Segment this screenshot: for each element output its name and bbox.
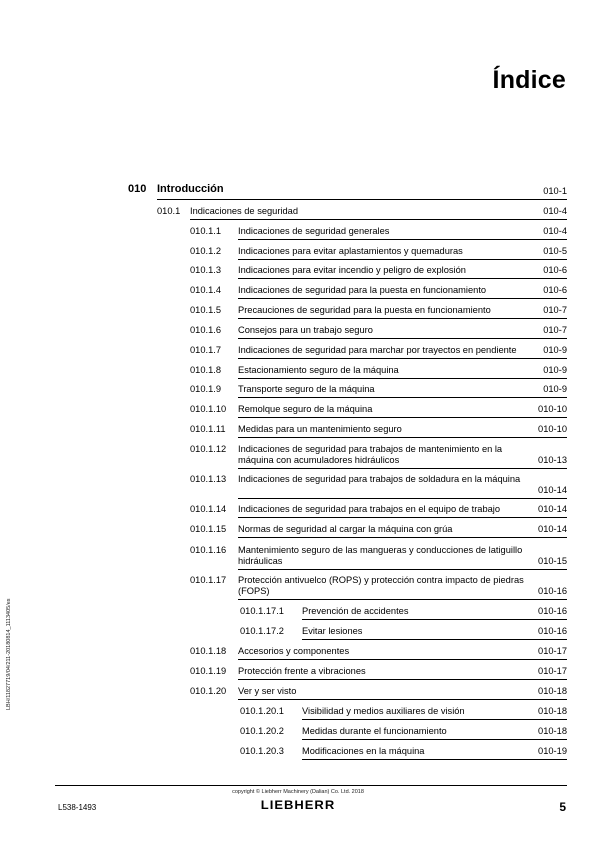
toc-entry[interactable] xyxy=(190,404,567,415)
toc-entry-page: 010-15 xyxy=(538,556,567,566)
toc-entry-page: 010-1 xyxy=(543,186,567,196)
toc-entry-title: Indicaciones de seguridad para marchar por trayectos en pendiente xyxy=(238,345,517,355)
toc-entry[interactable] xyxy=(240,746,567,757)
toc-entry[interactable] xyxy=(190,246,567,257)
toc-entry-number: 010.1.8 xyxy=(190,365,222,375)
toc-entry-number: 010.1.15 xyxy=(190,524,227,534)
toc-entry[interactable] xyxy=(190,365,567,376)
toc-entry-title: Visibilidad y medios auxiliares de visión xyxy=(302,706,465,716)
toc-entry-rule xyxy=(238,318,567,319)
toc-entry[interactable] xyxy=(240,626,567,637)
toc-entry-title: Evitar lesiones xyxy=(302,626,363,636)
toc-entry-page: 010-5 xyxy=(543,246,567,256)
toc-entry-page: 010-9 xyxy=(543,365,567,375)
toc-entry-rule xyxy=(302,719,567,720)
toc-entry-page: 010-16 xyxy=(538,626,567,636)
toc-entry-page: 010-9 xyxy=(543,384,567,394)
toc-entry-rule xyxy=(238,537,567,538)
toc-entry-rule xyxy=(238,517,567,518)
toc-entry[interactable] xyxy=(190,646,567,657)
toc-entry-title: Indicaciones de seguridad generales xyxy=(238,226,390,236)
toc-entry[interactable] xyxy=(157,206,567,217)
toc-entry-rule xyxy=(157,199,567,200)
toc-entry[interactable] xyxy=(190,524,567,535)
toc-entry-rule xyxy=(238,437,567,438)
toc-entry[interactable] xyxy=(190,345,567,356)
toc-entry-page: 010-14 xyxy=(538,504,567,514)
toc-entry-rule xyxy=(302,739,567,740)
toc-entry-rule xyxy=(238,659,567,660)
toc-entry[interactable] xyxy=(190,226,567,237)
toc-entry[interactable] xyxy=(240,706,567,717)
toc-entry-page: 010-18 xyxy=(538,726,567,736)
toc-entry-rule xyxy=(302,639,567,640)
toc-entry-number: 010 xyxy=(128,183,147,195)
toc-entry-rule xyxy=(238,599,567,600)
toc-entry[interactable] xyxy=(190,575,567,597)
toc-entry-page: 010-14 xyxy=(538,524,567,534)
toc-entry-number: 010.1.19 xyxy=(190,666,227,676)
toc-entry[interactable] xyxy=(240,726,567,737)
toc-entry[interactable] xyxy=(190,305,567,316)
toc-entry[interactable] xyxy=(190,285,567,296)
toc-entry-page: 010-13 xyxy=(538,455,567,465)
toc-entry-rule xyxy=(238,239,567,240)
toc-entry-number: 010.1.1 xyxy=(190,226,222,236)
toc-entry-page: 010-10 xyxy=(538,404,567,414)
toc-entry-number: 010.1.20 xyxy=(190,686,227,696)
toc-entry-page: 010-10 xyxy=(538,424,567,434)
toc-entry-number: 010.1.16 xyxy=(190,545,227,555)
toc-entry-title: Accesorios y componentes xyxy=(238,646,350,656)
toc-entry-number: 010.1.14 xyxy=(190,504,227,514)
toc-entry[interactable] xyxy=(190,545,567,567)
toc-entry-rule xyxy=(238,417,567,418)
toc-entry-number: 010.1.3 xyxy=(190,265,222,275)
toc-entry-title: Normas de seguridad al cargar la máquina con grúa xyxy=(238,524,453,534)
toc-entry-number: 010.1.17.1 xyxy=(240,606,284,616)
toc-entry-number: 010.1.9 xyxy=(190,384,222,394)
toc-entry-number: 010.1.20.1 xyxy=(240,706,284,716)
toc-entry-title: Indicaciones para evitar incendio y peligro de explosión xyxy=(238,265,466,275)
toc-entry-title: Protección frente a vibraciones xyxy=(238,666,366,676)
toc-entry[interactable] xyxy=(240,606,567,617)
page-title: Índice xyxy=(492,66,566,94)
toc-entry-rule xyxy=(302,619,567,620)
toc-entry-rule xyxy=(238,679,567,680)
toc-entry-title: Transporte seguro de la máquina xyxy=(238,384,375,394)
toc-entry[interactable] xyxy=(190,474,567,496)
toc-entry-title: Protección antivuelco (ROPS) y protección contra impacto de piedras (FOPS) xyxy=(238,575,524,596)
toc-entry-rule xyxy=(238,278,567,279)
toc-entry-title: Prevención de accidentes xyxy=(302,606,409,616)
toc-entry-number: 010.1.13 xyxy=(190,474,227,484)
toc-entry-number: 010.1.20.2 xyxy=(240,726,284,736)
toc-entry[interactable] xyxy=(190,504,567,515)
toc-entry-title: Indicaciones de seguridad para la puesta en funcionamiento xyxy=(238,285,487,295)
toc-entry-number: 010.1.5 xyxy=(190,305,222,315)
toc-entry-title: Indicaciones de seguridad para trabajos de mantenimiento en la máquina con acumuladores hidráulicos xyxy=(238,444,503,465)
toc-entry-rule xyxy=(238,358,567,359)
toc-entry-title: Indicaciones para evitar aplastamientos y quemaduras xyxy=(238,246,463,256)
toc-entry-page: 010-17 xyxy=(538,666,567,676)
toc-entry-rule xyxy=(302,759,567,760)
toc-entry-number: 010.1 xyxy=(157,206,181,216)
toc-entry-rule xyxy=(238,699,567,700)
toc-entry-title: Medidas para un mantenimiento seguro xyxy=(238,424,402,434)
toc-entry-title: Indicaciones de seguridad xyxy=(190,206,299,216)
liebherr-logo: LIEBHERR xyxy=(260,797,336,812)
toc-entry-title: Indicaciones de seguridad para trabajos de soldadura en la máquina xyxy=(238,474,521,484)
toc-entry-number: 010.1.10 xyxy=(190,404,227,414)
toc-entry-rule xyxy=(238,259,567,260)
side-document-code: LBH/11827719/04/211-20180814_1113405/es xyxy=(6,598,12,710)
toc-entry-page: 010-6 xyxy=(543,285,567,295)
toc-entry-title: Introducción xyxy=(157,183,224,195)
toc-entry-rule xyxy=(238,298,567,299)
toc-entry-number: 010.1.18 xyxy=(190,646,227,656)
toc-entry-number: 010.1.12 xyxy=(190,444,227,454)
toc-entry-title: Mantenimiento seguro de las mangueras y conducciones de latiguillo hidráulicas xyxy=(238,545,523,566)
copyright-notice: copyright © Liebherr Machinery (Dalian) Co. Ltd. 2018 xyxy=(232,789,364,795)
toc-entry-title: Consejos para un trabajo seguro xyxy=(238,325,373,335)
toc-entry-title: Modificaciones en la máquina xyxy=(302,746,425,756)
toc-entry-page: 010-17 xyxy=(538,646,567,656)
toc-entry-page: 010-9 xyxy=(543,345,567,355)
toc-entry-title: Medidas durante el funcionamiento xyxy=(302,726,447,736)
toc-entry[interactable] xyxy=(190,666,567,677)
toc-entry-title: Estacionamiento seguro de la máquina xyxy=(238,365,399,375)
toc-entry-page: 010-16 xyxy=(538,606,567,616)
document-code: L538-1493 xyxy=(58,803,97,812)
toc-entry-page: 010-6 xyxy=(543,265,567,275)
toc-entry-rule xyxy=(238,468,567,469)
toc-entry-number: 010.1.17 xyxy=(190,575,227,585)
toc-entry[interactable] xyxy=(190,384,567,395)
toc-entry-page: 010-18 xyxy=(538,686,567,696)
toc-entry-page: 010-4 xyxy=(543,226,567,236)
toc-entry-number: 010.1.2 xyxy=(190,246,222,256)
toc-entry[interactable] xyxy=(190,686,567,697)
toc-entry[interactable] xyxy=(190,444,567,466)
toc-entry-number: 010.1.6 xyxy=(190,325,222,335)
toc-entry-rule xyxy=(238,569,567,570)
toc-entry-rule xyxy=(190,219,567,220)
toc-entry-page: 010-7 xyxy=(543,325,567,335)
toc-entry-number: 010.1.4 xyxy=(190,285,222,295)
toc-chapter-entry[interactable] xyxy=(128,184,567,197)
toc-entry-rule xyxy=(238,498,567,499)
toc-entry-page: 010-19 xyxy=(538,746,567,756)
toc-entry-number: 010.1.17.2 xyxy=(240,626,284,636)
toc-entry-page: 010-14 xyxy=(538,485,567,495)
toc-entry[interactable] xyxy=(190,325,567,336)
toc-entry-title: Precauciones de seguridad para la puesta en funcionamiento xyxy=(238,305,491,315)
page-number: 5 xyxy=(559,800,566,814)
toc-entry-rule xyxy=(238,397,567,398)
toc-entry[interactable] xyxy=(190,265,567,276)
toc-entry-number: 010.1.20.3 xyxy=(240,746,284,756)
toc-entry-number: 010.1.7 xyxy=(190,345,222,355)
toc-entry-rule xyxy=(238,378,567,379)
toc-entry-title: Indicaciones de seguridad para trabajos en el equipo de trabajo xyxy=(238,504,501,514)
toc-entry[interactable] xyxy=(190,424,567,435)
toc-entry-rule xyxy=(238,338,567,339)
toc-entry-title: Ver y ser visto xyxy=(238,686,297,696)
toc-entry-page: 010-7 xyxy=(543,305,567,315)
toc-entry-page: 010-16 xyxy=(538,586,567,596)
toc-entry-page: 010-18 xyxy=(538,706,567,716)
toc-entry-number: 010.1.11 xyxy=(190,424,226,434)
toc-entry-page: 010-4 xyxy=(543,206,567,216)
footer-divider xyxy=(55,785,567,786)
toc-entry-title: Remolque seguro de la máquina xyxy=(238,404,373,414)
